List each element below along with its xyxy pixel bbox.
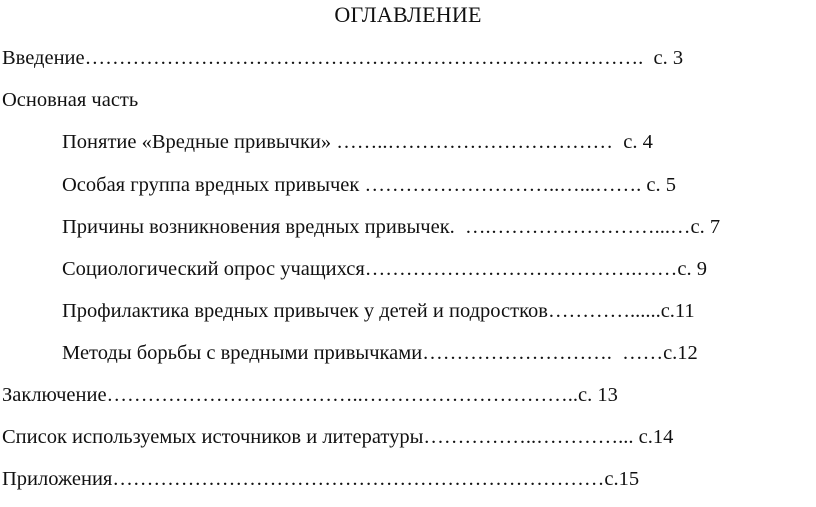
toc-entry-appendices: Приложения………………………………………………………………с.15 — [2, 468, 640, 490]
toc-entry-sources: Список используемых источников и литературы……………..…………... с.14 — [2, 426, 674, 448]
toc-entry-introduction: Введение………………………………………………………………………. с. 3 — [2, 47, 684, 69]
toc-entry-methods: Методы борьбы с вредными привычками………………………. ……с.12 — [62, 342, 698, 364]
toc-entry-causes: Причины возникновения вредных привычек. ….……………………...…с. 7 — [62, 216, 721, 238]
toc-entry-special-group: Особая группа вредных привычек ………………………..…...……. с. 5 — [62, 174, 676, 196]
toc-section-main-part: Основная часть — [2, 89, 139, 111]
page-title: ОГЛАВЛЕНИЕ — [334, 2, 482, 27]
toc-entry-survey: Социологический опрос учащихся………………………………….……с. 9 — [62, 258, 708, 280]
toc-entry-prevention: Профилактика вредных привычек у детей и подростков…………......с.11 — [62, 300, 695, 322]
toc-entry-conclusion: Заключение………………………………..…………………………..с. 13 — [2, 384, 618, 406]
toc-entry-concept: Понятие «Вредные привычки» ……..…………………………… с. 4 — [62, 131, 653, 153]
